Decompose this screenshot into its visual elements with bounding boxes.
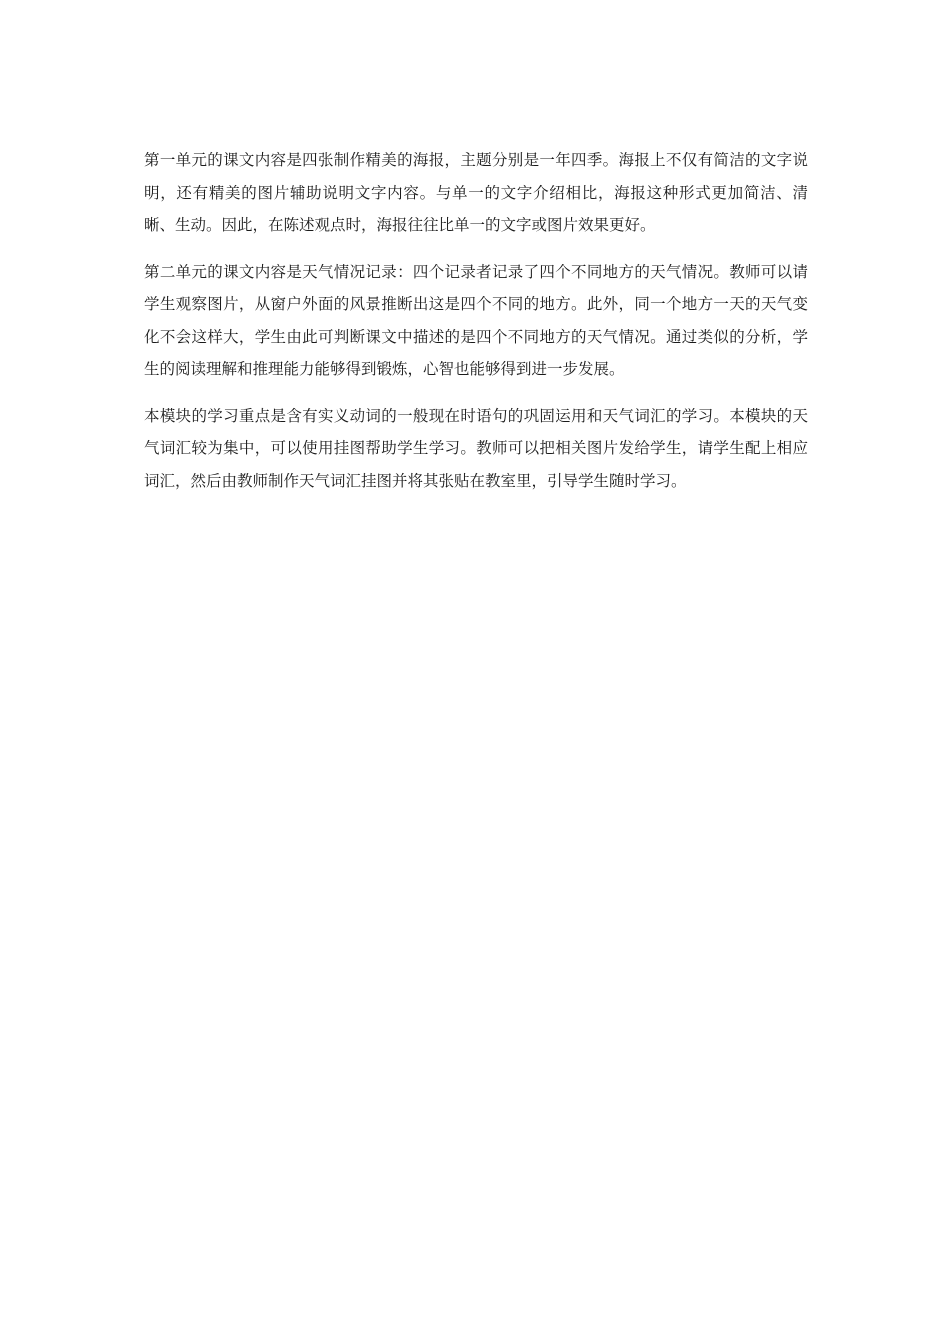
document-body [144, 144, 808, 511]
paragraph-module-focus: 本模块的学习重点是含有实义动词的一般现在时语句的巩固运用和天气词汇的学习。本模块的天气词汇较为集中，可以使用挂图帮助学生学习。教师可以把相关图片发给学生，请学生配上相应词汇，然后由教师制作天气词汇挂图并将其张贴在教室里，引导学生随时学习。 [144, 406, 808, 490]
paragraph-unit-two: 第二单元的课文内容是天气情况记录：四个记录者记录了四个不同地方的天气情况。教师可以请学生观察图片，从窗户外面的风景推断出这是四个不同的地方。此外，同一个地方一天的天气变化不会这样大，学生由此可判断课文中描述的是四个不同地方的天气情况。通过类似的分析，学生的阅读理解和推理能力能够得到锻炼，心智也能够得到进一步发展。 [144, 262, 808, 378]
paragraph-unit-one: 第一单元的课文内容是四张制作精美的海报，主题分别是一年四季。海报上不仅有简洁的文字说明，还有精美的图片辅助说明文字内容。与单一的文字介绍相比，海报这种形式更加简洁、清晰、生动。因此，在陈述观点时，海报往往比单一的文字或图片效果更好。 [144, 151, 808, 234]
